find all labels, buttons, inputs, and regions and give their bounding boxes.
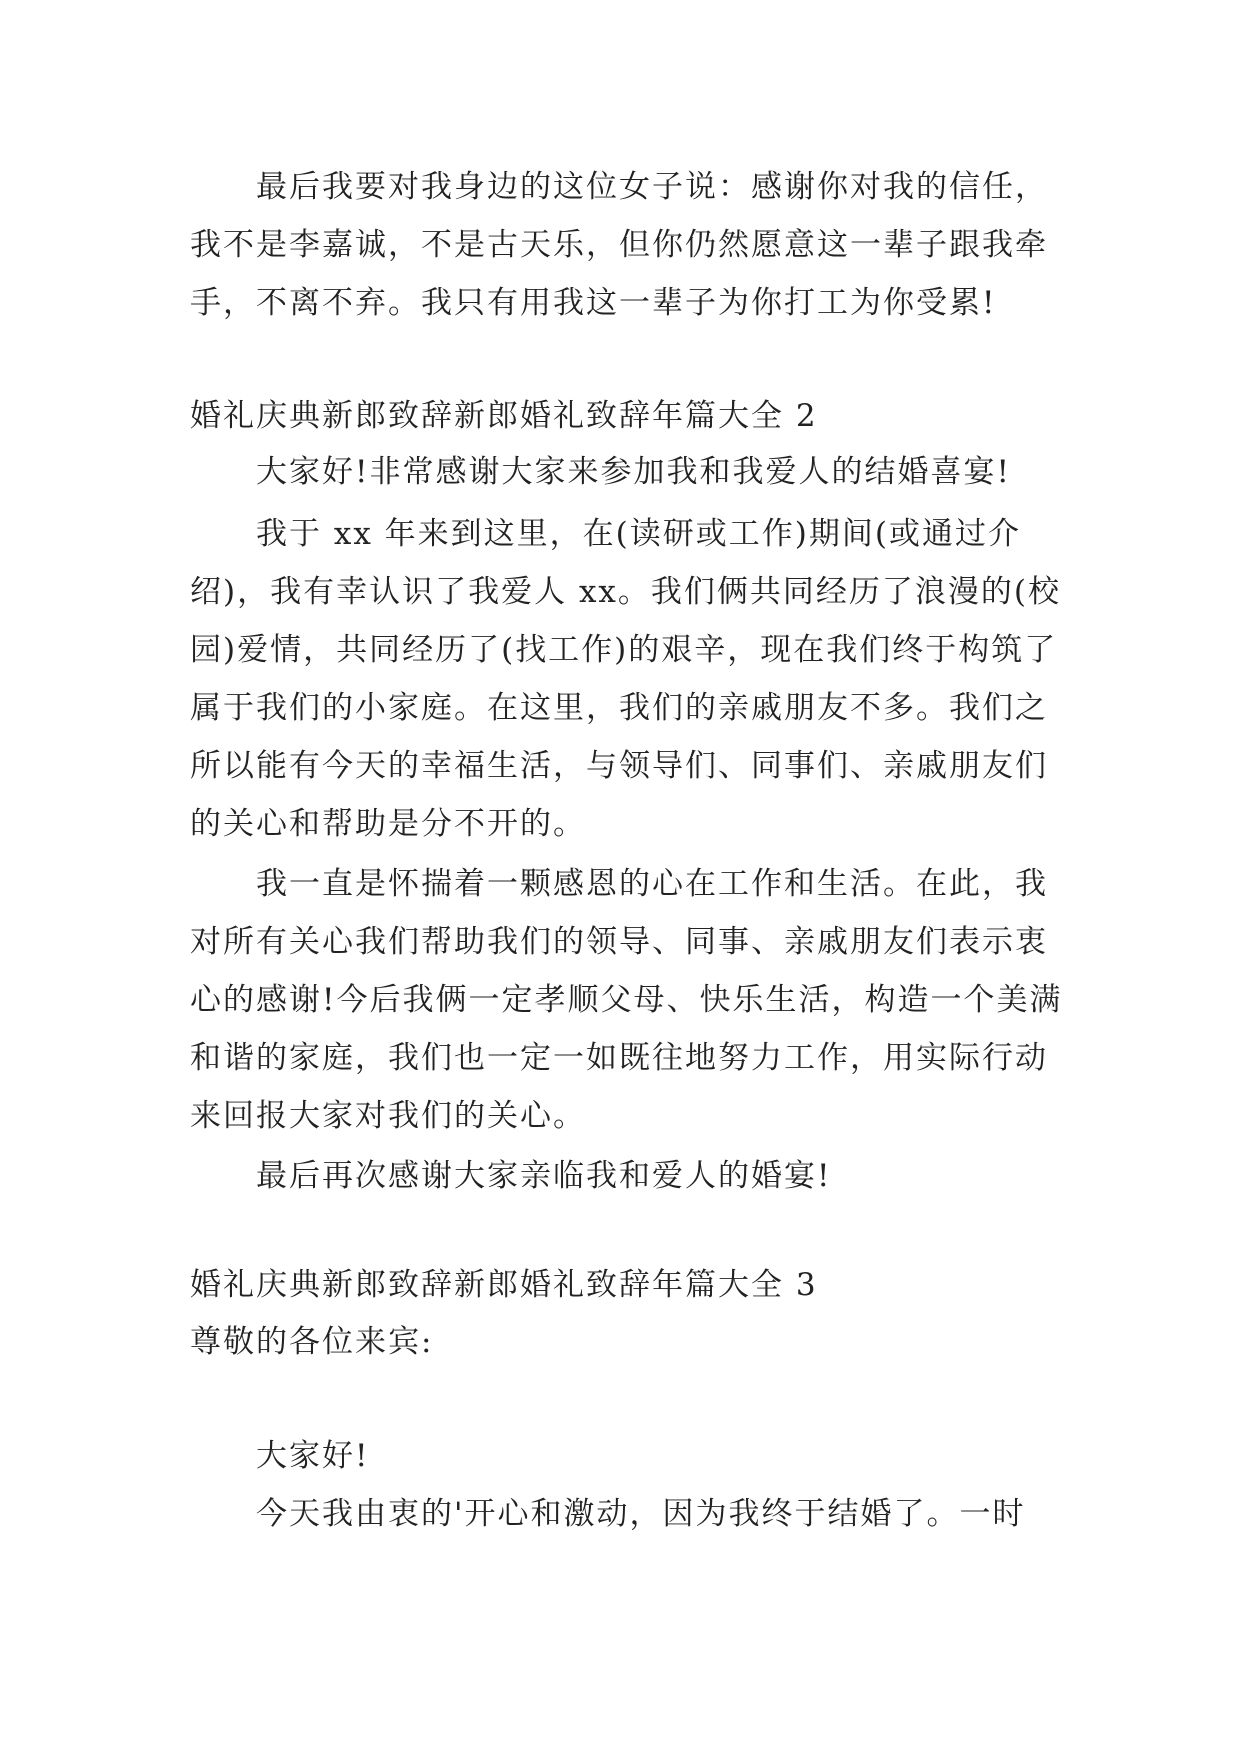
section-heading-2: 婚礼庆典新郎致辞新郎婚礼致辞年篇大全 2: [190, 398, 818, 434]
story-paragraph: 我于 xx 年来到这里，在(读研或工作)期间(或通过介绍)，我有幸认识了我爱人 xx。我们俩共同经历了浪漫的(校园)爱情，共同经历了(找工作)的艰辛，现在我们终于构筑了属于我们的小家庭。在这里，我们的亲戚朋友不多。我们之所以能有今天的幸福生活，与领导们、同事们、亲戚朋友们的关心和帮助是分不开的。: [190, 516, 1062, 842]
gratitude-paragraph: 我一直是怀揣着一颗感恩的心在工作和生活。在此，我对所有关心我们帮助我们的领导、同事、亲戚朋友们表示衷心的感谢!今后我俩一定孝顺父母、快乐生活，构造一个美满和谐的家庭，我们也一定一如既往地努力工作，用实际行动来回报大家对我们的关心。: [190, 866, 1063, 1134]
salutation: 尊敬的各位来宾:: [190, 1324, 434, 1360]
paragraph-thanks-to-bride: 最后我要对我身边的这位女子说：感谢你对我的信任，我不是李嘉诚，不是古天乐，但你仍然愿意这一辈子跟我牵手，不离不弃。我只有用我这一辈子为你打工为你受累!: [190, 169, 1048, 321]
section-heading-3: 婚礼庆典新郎致辞新郎婚礼致辞年篇大全 3: [190, 1267, 818, 1303]
opening-paragraph-3: 今天我由衷的'开心和激动，因为我终于结婚了。一时: [256, 1496, 1026, 1532]
closing-paragraph: 最后再次感谢大家亲临我和爱人的婚宴!: [256, 1158, 832, 1194]
greeting-paragraph-3: 大家好!: [256, 1438, 370, 1474]
greeting-paragraph: 大家好!非常感谢大家来参加我和我爱人的结婚喜宴!: [256, 454, 1011, 490]
